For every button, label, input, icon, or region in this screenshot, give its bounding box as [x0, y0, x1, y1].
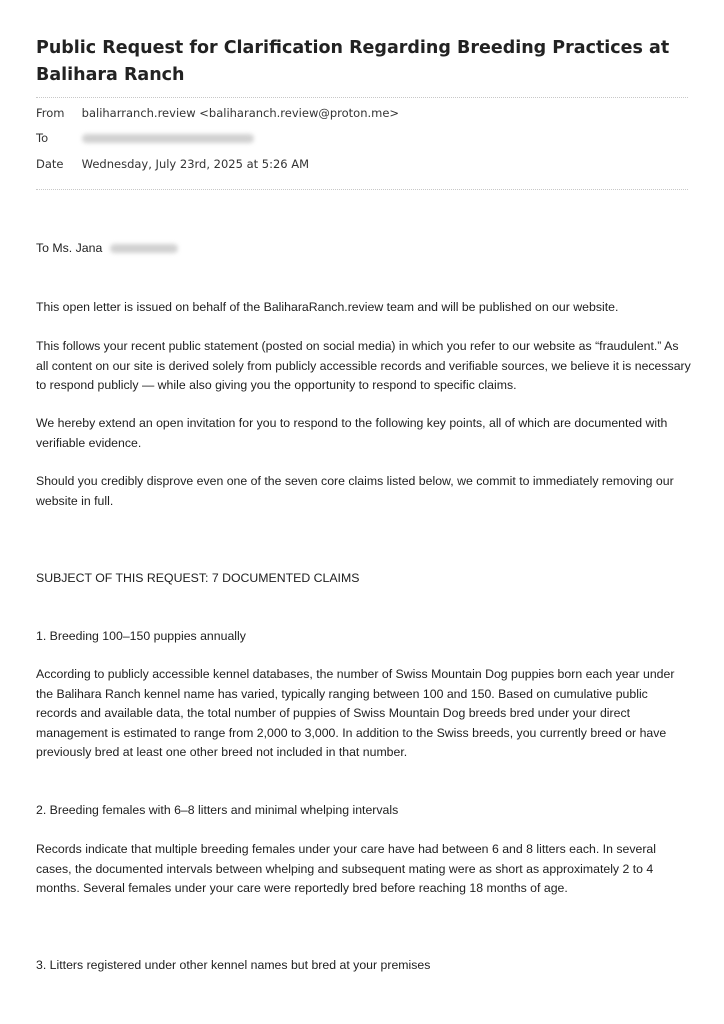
- claim-3-title: 3. Litters registered under other kennel names but bred at your premises: [36, 958, 431, 972]
- claims-heading: SUBJECT OF THIS REQUEST: 7 DOCUMENTED CLAIMS: [36, 571, 360, 585]
- date-row: [36, 155, 309, 173]
- date-label: Date: [36, 157, 64, 171]
- paragraph-invitation: We hereby extend an open invitation for you to respond to the following key points, all of which are documented with verifiable evidence.: [36, 416, 668, 450]
- to-label: To: [36, 131, 49, 145]
- salutation: [36, 239, 692, 259]
- email-subject: Public Request for Clarification Regarding Breeding Practices at Balihara Ranch: [36, 38, 670, 85]
- salutation-text: To Ms. Jana: [36, 241, 103, 255]
- paragraph-intro: This open letter is issued on behalf of the BaliharaRanch.review team and will be published on our website.: [36, 300, 619, 314]
- claim-2-title: 2. Breeding females with 6–8 litters and minimal whelping intervals: [36, 803, 399, 817]
- paragraph-commitment: Should you credibly disprove even one of the seven core claims listed below, we commit to immediately removing our website in full.: [36, 474, 674, 508]
- claim-1-body: According to publicly accessible kennel databases, the number of Swiss Mountain Dog puppies born each year under the Balihara Ranch kennel name has varied, typically ranging between 100 and 150. Based on cumulative public records and available data, the total number of puppies of Swiss Mountain Dog breeds bred under your direct management is estimated to range from 2,000 to 3,000. In addition to the Swiss breeds, you currently breed or have previously bred at least one other breed not included in that number.: [36, 667, 675, 759]
- claim-2-body: Records indicate that multiple breeding females under your care have had between 6 and 8 litters each. In several cases, the documented intervals between whelping and subsequent mating were as short as approximately 2 to 4 months. Several females under your care were reportedly bred before reaching 18 months of age.: [36, 842, 656, 895]
- from-label: From: [36, 106, 65, 120]
- redacted-surname: [110, 244, 178, 253]
- from-row: [36, 104, 399, 122]
- redacted-recipient-email: [82, 134, 254, 143]
- date-value: Wednesday, July 23rd, 2025 at 5:26 AM: [81, 157, 310, 171]
- paragraph-context: This follows your recent public statement (posted on social media) in which you refer to our website as “fraudulent.” As all content on our site is derived solely from publicly accessible records and verifiable sources, we believe it is necessary to respond publicly — while also giving you the opportunity to respond to specific claims.: [36, 339, 691, 392]
- to-row: [36, 129, 254, 147]
- header-divider-top: [36, 97, 688, 98]
- from-value[interactable]: baliharranch.review <baliharanch.review@proton.me>: [81, 106, 400, 120]
- claim-1-title: 1. Breeding 100–150 puppies annually: [36, 629, 246, 643]
- header-divider-bottom: [36, 189, 688, 190]
